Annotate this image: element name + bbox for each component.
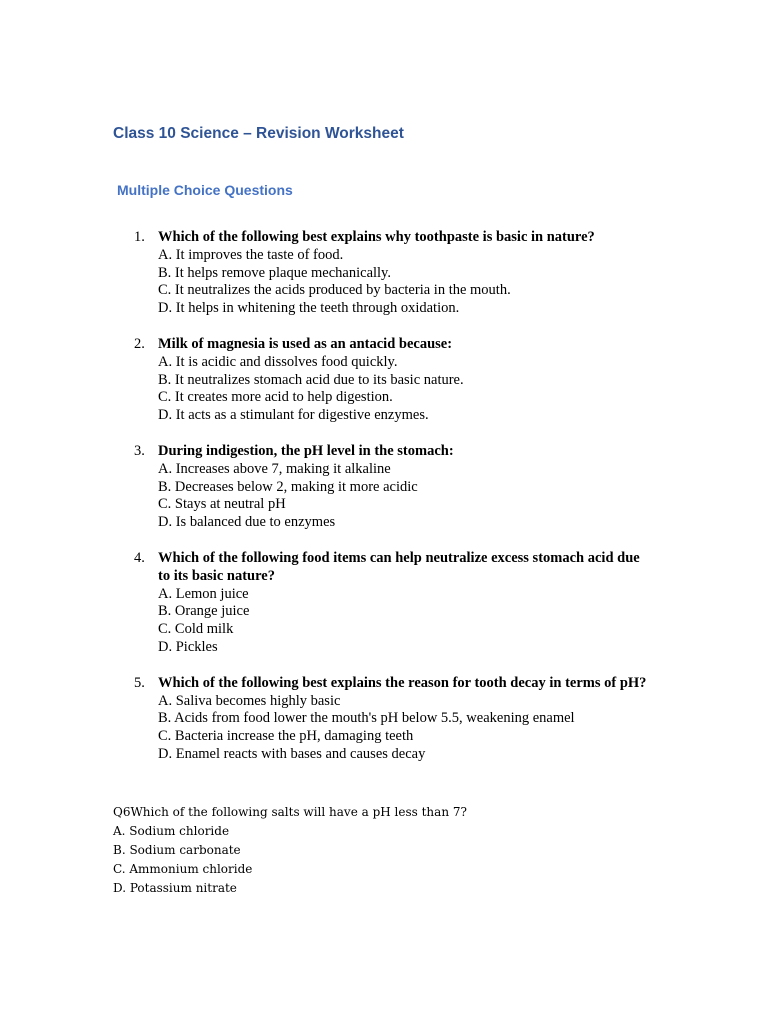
question-number: 5.: [134, 674, 145, 691]
option-a: A. Saliva becomes highly basic: [158, 692, 341, 709]
option-c: C. Ammonium chloride: [113, 862, 253, 876]
option-a: A. Sodium chloride: [113, 824, 230, 838]
question-1: [113, 229, 653, 318]
option-b: B. Orange juice: [158, 603, 250, 620]
option-d: D. Pickles: [158, 638, 218, 655]
question-5: [113, 675, 653, 764]
option-c: C. Cold milk: [158, 621, 234, 638]
option-d: D. Potassium nitrate: [113, 881, 237, 895]
question-list: [113, 229, 653, 782]
question-number: 2.: [134, 335, 145, 352]
option-c: C. It creates more acid to help digestion.: [158, 389, 393, 406]
option-a: A. It improves the taste of food.: [158, 246, 344, 263]
option-a: A. Lemon juice: [158, 585, 249, 602]
option-d: D. Enamel reacts with bases and causes decay: [158, 745, 426, 762]
option-b: B. Sodium carbonate: [113, 843, 241, 857]
question-3: [113, 443, 653, 532]
question-text: Which of the following food items can help neutralize excess stomach acid due to its basic nature?: [158, 549, 640, 584]
question-number: 4.: [134, 549, 145, 566]
worksheet-title: Class 10 Science – Revision Worksheet: [113, 125, 404, 142]
question-text: Which of the following best explains the reason for tooth decay in terms of pH?: [158, 674, 647, 691]
option-c: C. It neutralizes the acids produced by bacteria in the mouth.: [158, 282, 511, 299]
question-4: [113, 550, 653, 657]
question-text: Q6Which of the following salts will have a pH less than 7?: [113, 805, 467, 819]
option-d: D. It acts as a stimulant for digestive enzymes.: [158, 407, 429, 424]
question-text: Milk of magnesia is used as an antacid because:: [158, 335, 453, 352]
option-b: B. Acids from food lower the mouth's pH below 5.5, weakening enamel: [158, 710, 575, 727]
question-text: Which of the following best explains why toothpaste is basic in nature?: [158, 229, 595, 245]
question-number: 1.: [134, 229, 145, 245]
question-number: 3.: [134, 442, 145, 459]
question-text: During indigestion, the pH level in the stomach:: [158, 442, 454, 459]
option-b: B. Decreases below 2, making it more acidic: [158, 478, 418, 495]
option-c: C. Stays at neutral pH: [158, 496, 286, 513]
option-b: B. It helps remove plaque mechanically.: [158, 264, 391, 281]
option-a: A. Increases above 7, making it alkaline: [158, 460, 391, 477]
option-a: A. It is acidic and dissolves food quickly.: [158, 353, 398, 370]
option-c: C. Bacteria increase the pH, damaging teeth: [158, 728, 414, 745]
section-heading: Multiple Choice Questions: [117, 182, 293, 198]
option-d: D. Is balanced due to enzymes: [158, 514, 336, 531]
option-d: D. It helps in whitening the teeth through oxidation.: [158, 300, 460, 317]
question-2: [113, 336, 653, 425]
question-6: [113, 803, 653, 898]
option-b: B. It neutralizes stomach acid due to its basic nature.: [158, 371, 464, 388]
